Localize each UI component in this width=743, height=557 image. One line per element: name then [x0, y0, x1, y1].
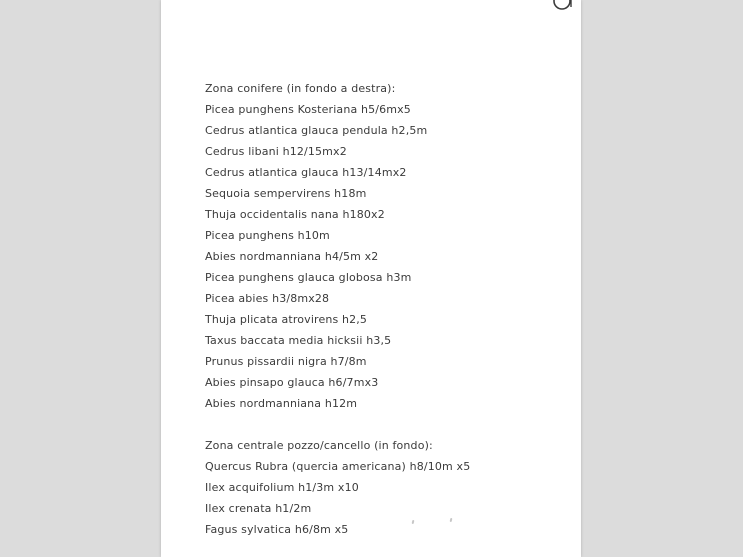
document-page	[161, 0, 581, 557]
plant-line: Abies nordmanniana h12m	[205, 397, 358, 410]
section-centrale	[205, 435, 565, 540]
plant-line: Cedrus atlantica glauca h13/14mx2	[205, 166, 407, 179]
section-heading: Zona conifere (in fondo a destra):	[205, 82, 396, 95]
section-conifere	[205, 78, 565, 414]
plant-line: Prunus pissardii nigra h7/8m	[205, 355, 367, 368]
partial-circle-icon[interactable]	[551, 0, 575, 12]
plant-line: Cedrus libani h12/15mx2	[205, 145, 347, 158]
plant-line: Taxus baccata media hicksii h3,5	[205, 334, 392, 347]
plant-line: Cedrus atlantica glauca pendula h2,5m	[205, 124, 428, 137]
section-conifere-items	[205, 99, 565, 414]
section-heading: Zona centrale pozzo/cancello (in fondo):	[205, 439, 433, 452]
plant-line: Abies pinsapo glauca h6/7mx3	[205, 376, 379, 389]
plant-line: Picea punghens Kosteriana h5/6mx5	[205, 103, 411, 116]
plant-list	[205, 78, 565, 540]
plant-line: Ilex crenata h1/2m	[205, 502, 312, 515]
plant-line: Fagus sylvatica h6/8m x5	[205, 523, 349, 536]
partial-circle-icon-glyph	[551, 0, 575, 12]
plant-line: Thuja occidentalis nana h180x2	[205, 208, 385, 221]
plant-line: Picea punghens h10m	[205, 229, 330, 242]
plant-line: Picea abies h3/8mx28	[205, 292, 330, 305]
section-centrale-items	[205, 456, 565, 540]
plant-line: Quercus Rubra (quercia americana) h8/10m x5	[205, 460, 471, 473]
plant-line: Abies nordmanniana h4/5m x2	[205, 250, 379, 263]
plant-line: Ilex acquifolium h1/3m x10	[205, 481, 359, 494]
plant-line: Picea punghens glauca globosa h3m	[205, 271, 412, 284]
plant-line: Sequoia sempervirens h18m	[205, 187, 367, 200]
plant-line: Thuja plicata atrovirens h2,5	[205, 313, 368, 326]
